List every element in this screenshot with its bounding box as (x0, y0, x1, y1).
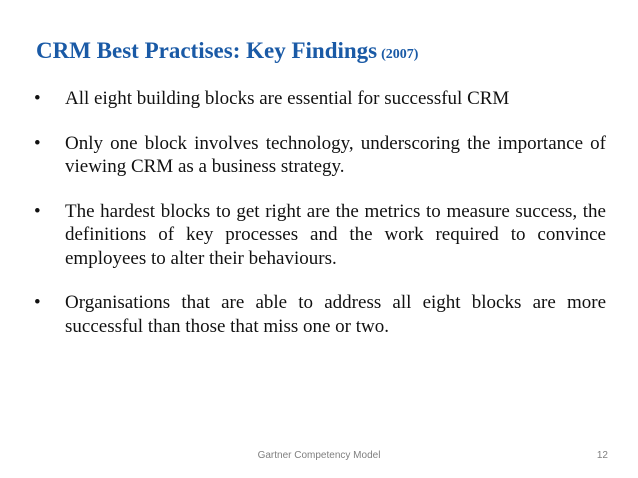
page-number: 12 (596, 450, 608, 461)
slide-footer (0, 450, 638, 466)
bullet-marker: • (34, 200, 41, 222)
footer-caption: Gartner Competency Model (257, 450, 381, 461)
bullet-item (34, 291, 606, 338)
slide-title-text: CRM Best Practises: Key Findings (36, 38, 378, 63)
bullet-text: All eight building blocks are essential for successful CRM (65, 88, 510, 109)
bullet-text: Only one block involves technology, underscoring the importance of viewing CRM as a business strategy. (65, 132, 606, 177)
bullet-text: Organisations that are able to address all eight blocks are more successful than those that miss one or two. (65, 292, 606, 337)
slide-title-year: (2007) (381, 47, 419, 62)
bullet-item (34, 200, 606, 271)
bullet-item (34, 87, 606, 111)
bullet-list (34, 87, 606, 359)
bullet-marker: • (34, 292, 41, 313)
bullet-marker: • (34, 132, 41, 154)
bullet-marker: • (34, 88, 41, 109)
bullet-text: The hardest blocks to get right are the metrics to measure success, the definitions of key processes and the work required to convince employees to alter their behaviours. (65, 200, 606, 269)
slide-title (36, 36, 418, 70)
bullet-item (34, 132, 606, 179)
